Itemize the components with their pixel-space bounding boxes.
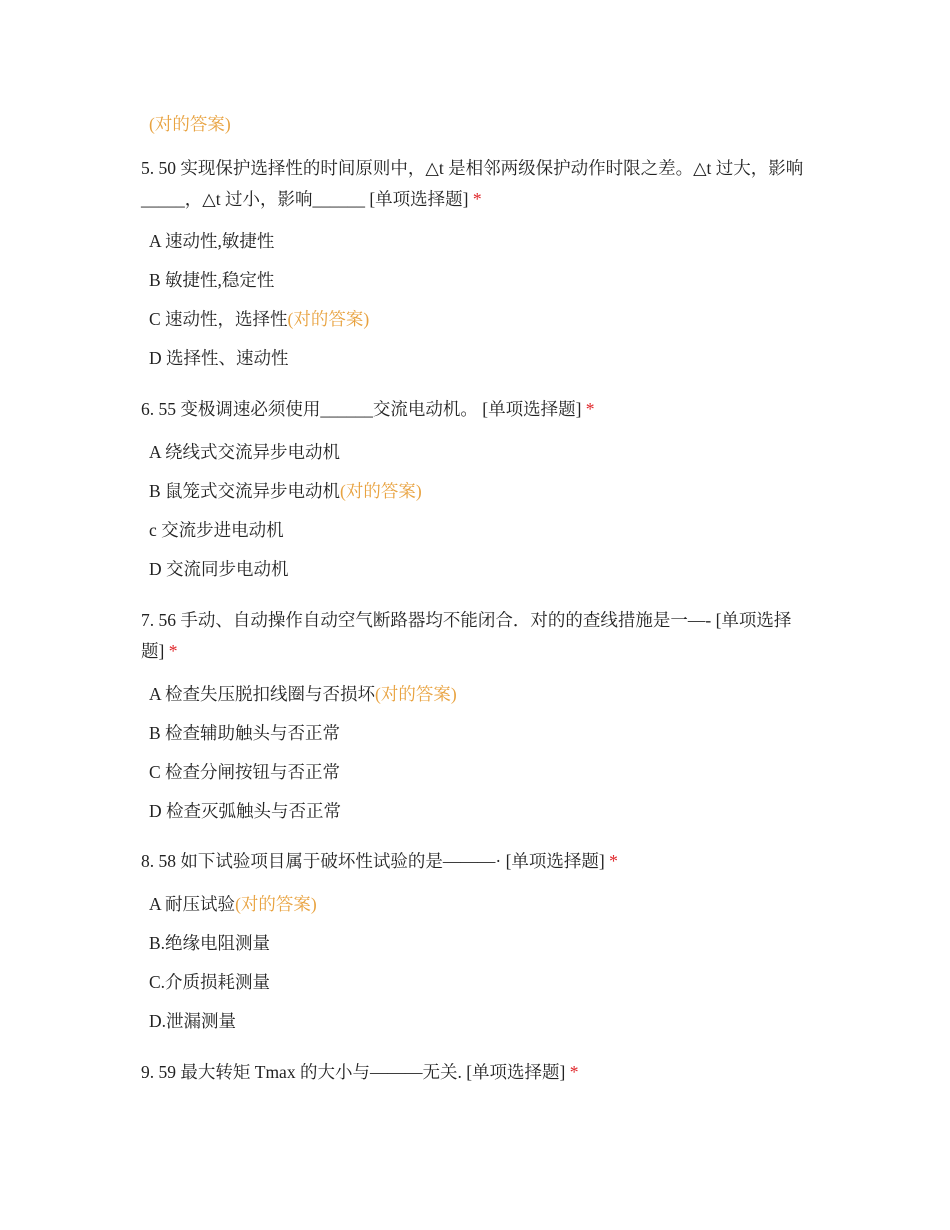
option-6b[interactable] <box>149 479 422 503</box>
question-text: 9. 59 最大转矩 Tmax 的大小与———无关. [单项选择题] <box>141 1062 566 1082</box>
required-mark: * <box>168 641 178 661</box>
question-text: 5. 50 实现保护选择性的时间原则中，△t 是相邻两级保护动作时限之差。△t 过大，影响_____，△t 过小，影响______ [单项选择题] <box>141 158 804 209</box>
previous-correct-answer-tag <box>149 112 231 136</box>
question-text: 6. 55 变极调速必须使用______交流电动机。 [单项选择题] <box>141 399 582 419</box>
question-9 <box>141 1057 809 1088</box>
option-label: A 绕线式交流异步电动机 <box>149 442 341 462</box>
option-label: C 速动性，选择性 <box>149 309 288 329</box>
option-label: D 检查灭弧触头与否正常 <box>149 801 342 821</box>
option-label: B.绝缘电阻测量 <box>149 933 271 953</box>
option-8b[interactable] <box>149 931 270 955</box>
option-6a[interactable] <box>149 440 340 464</box>
option-label: D 选择性、速动性 <box>149 348 289 368</box>
option-8c[interactable] <box>149 970 270 994</box>
option-label: A 耐压试验 <box>149 894 236 914</box>
option-6c[interactable] <box>149 518 284 542</box>
option-5d[interactable] <box>149 346 289 370</box>
option-7a[interactable] <box>149 682 457 706</box>
correct-answer-tag: (对的答案) <box>287 309 370 329</box>
option-5b[interactable] <box>149 268 274 292</box>
option-label: B 检查辅助触头与否正常 <box>149 723 341 743</box>
question-6 <box>141 394 809 425</box>
question-text: 8. 58 如下试验项目属于破坏性试验的是———· [单项选择题] <box>141 851 605 871</box>
correct-answer-tag: (对的答案) <box>149 114 231 134</box>
option-7d[interactable] <box>149 799 341 823</box>
option-8d[interactable] <box>149 1009 236 1033</box>
question-text: 7. 56 手动、自动操作自动空气断路器均不能闭合．对的的查线措施是一—- [单项选择题] <box>141 610 792 661</box>
option-5c[interactable] <box>149 307 369 331</box>
option-label: B 鼠笼式交流异步电动机 <box>149 481 341 501</box>
option-label: A 速动性,敏捷性 <box>149 231 275 251</box>
option-label: A 检查失压脱扣线圈与否损坏 <box>149 684 376 704</box>
option-label: D.泄漏测量 <box>149 1011 237 1031</box>
question-7 <box>141 605 809 667</box>
option-5a[interactable] <box>149 229 274 253</box>
option-7b[interactable] <box>149 721 340 745</box>
option-6d[interactable] <box>149 557 289 581</box>
correct-answer-tag: (对的答案) <box>235 894 317 914</box>
option-label: D 交流同步电动机 <box>149 559 289 579</box>
option-8a[interactable] <box>149 892 317 916</box>
correct-answer-tag: (对的答案) <box>340 481 422 501</box>
question-8 <box>141 846 809 877</box>
question-5 <box>141 153 809 215</box>
required-mark: * <box>585 399 595 419</box>
option-label: B 敏捷性,稳定性 <box>149 270 275 290</box>
option-label: c 交流步进电动机 <box>149 520 284 540</box>
required-mark: * <box>569 1062 579 1082</box>
option-label: C 检查分闸按钮与否正常 <box>149 762 341 782</box>
required-mark: * <box>472 189 482 209</box>
required-mark: * <box>609 851 618 871</box>
correct-answer-tag: (对的答案) <box>375 684 457 704</box>
option-7c[interactable] <box>149 760 340 784</box>
option-label: C.介质损耗测量 <box>149 972 271 992</box>
